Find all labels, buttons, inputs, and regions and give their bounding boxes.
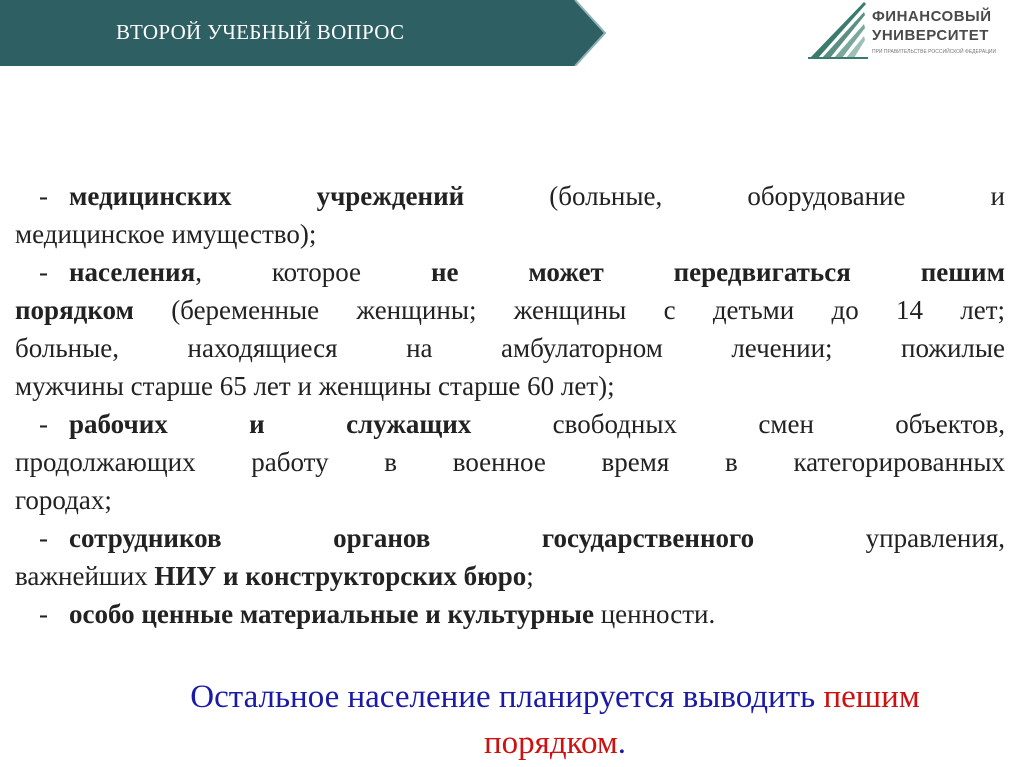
university-logo: [806, 0, 1016, 62]
plain-phrase: (беременные женщины; женщины с детьми до 14 лет;: [133, 295, 1005, 325]
bold-phrase: особо ценные материальные и культурные: [69, 599, 594, 629]
list-dash: -: [39, 409, 48, 439]
list-item-line: [69, 405, 1005, 443]
list-dash: -: [39, 599, 48, 629]
plain-phrase: ;: [526, 561, 534, 591]
plain-phrase: (больные, оборудование и: [549, 181, 1006, 211]
closing-text-blue: Остальное население планируется выводить: [190, 679, 824, 715]
list-item-continuation: мужчины старше 65 лет и женщины старше 60 лет);: [15, 371, 615, 401]
closing-text-blue: .: [617, 725, 626, 761]
list-item-line: [69, 177, 1005, 215]
bold-phrase: НИУ и конструкторских бюро: [154, 561, 527, 591]
list-item-continuation: продолжающих работу в военное время в категорированных: [15, 447, 1005, 477]
list-item-continuation: больные, находящиеся на амбулаторном лечении; пожилые: [15, 333, 1005, 363]
bold-phrase: не может передвигаться пешим: [430, 257, 1005, 287]
closing-statement: [0, 674, 1024, 766]
list-item-continuation: [15, 291, 1005, 329]
plain-phrase: , которое: [195, 257, 362, 287]
list-item-population: [15, 253, 1005, 291]
section-title: ВТОРОЙ УЧЕБНЫЙ ВОПРОС: [116, 20, 405, 44]
list-item-line: [69, 253, 1005, 291]
bold-phrase: населения: [69, 257, 196, 287]
list-item-officials: [15, 519, 1005, 557]
list-item-continuation: медицинское имущество);: [15, 219, 317, 249]
logo-text-line1: ФИНАНСОВЫЙ: [872, 8, 992, 25]
list-item-valuables: [15, 595, 1005, 633]
logo-emblem-icon: [806, 0, 870, 62]
plain-phrase: свободных смен объектов,: [552, 409, 1005, 439]
main-content: [15, 177, 1005, 633]
header-banner: [0, 0, 607, 66]
list-dash: -: [39, 523, 48, 553]
list-dash: -: [39, 257, 48, 287]
bold-phrase: рабочих и служащих: [69, 409, 472, 439]
list-item-workers: [15, 405, 1005, 443]
list-dash: -: [39, 181, 48, 211]
list-item-continuation: [15, 557, 1005, 595]
logo-text-line2: УНИВЕРСИТЕТ: [872, 27, 989, 44]
logo-text-line3: ПРИ ПРАВИТЕЛЬСТВЕ РОССИЙСКОЙ ФЕДЕРАЦИИ: [872, 49, 997, 55]
plain-phrase: важнейших: [15, 561, 155, 591]
closing-text-red: порядком: [484, 725, 618, 761]
plain-phrase: ценности.: [593, 599, 716, 629]
list-item-line: [69, 595, 1005, 633]
plain-phrase: управления,: [865, 523, 1005, 553]
bold-phrase: сотрудников органов государственного: [69, 523, 755, 553]
bold-phrase: порядком: [15, 295, 134, 325]
bold-phrase: медицинских учреждений: [69, 181, 465, 211]
closing-text-red: пешим: [823, 679, 920, 715]
list-item-continuation: городах;: [15, 485, 112, 515]
list-item-medical: [15, 177, 1005, 215]
list-item-line: [69, 519, 1005, 557]
